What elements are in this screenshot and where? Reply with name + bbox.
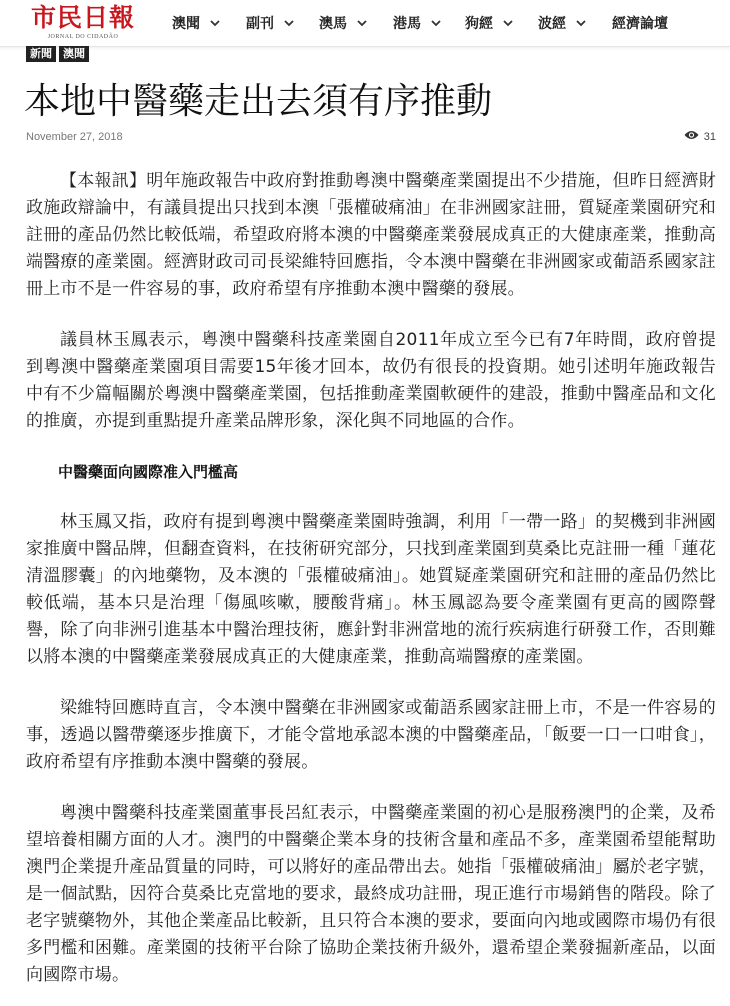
nav-item-hk-racing[interactable] <box>393 13 443 33</box>
top-navbar <box>0 0 730 47</box>
nav-label: 副刊 <box>246 16 274 32</box>
nav-item-macau-news[interactable] <box>172 13 222 33</box>
chevron-down-icon <box>429 16 443 30</box>
nav-item-macau-racing[interactable] <box>319 13 369 33</box>
article-paragraph: 林玉鳳又指，政府有提到粵澳中醫藥產業園時強調，利用「一帶一路」的契機到非洲國家推廣中醫品牌，但翻查資料，在技術研究部分，只找到產業園到莫桑比克註冊一種「蓮花清溫膠囊」的內地藥物，及本澳的「張權破痛油」。她質疑產業園研究和註冊的產品仍然比較低端，基本只是治理「傷風咳嗽，腰酸背痛」。林玉鳳認為要令產業園有更高的國際聲譽，除了向非洲引進基本中醫治理技術，應針對非洲當地的流行疾病進行研發工作，否則難以將本澳的中醫藥產業發展成真正的大健康產業，推動高端醫療的產業園。 <box>26 512 716 667</box>
article-paragraph: 議員林玉鳳表示，粵澳中醫藥科技產業園自2011年成立至今已有7年時間，政府曾提到粵澳中醫藥產業園項目需要15年後才回本，故仍有很長的投資期。她引述明年施政報告中有不少篇幅關於粵澳中醫藥產業園，包括推動產業園軟硬件的建設，推動中醫產品和文化的推廣，亦提到重點提升產業品牌形象，深化與不同地區的合作。 <box>26 330 716 431</box>
chevron-down-icon <box>282 16 296 30</box>
nav-label: 澳馬 <box>319 16 347 32</box>
logo-subtitle: JORNAL DO CIDADÃO <box>47 34 119 40</box>
article-date: November 27, 2018 <box>26 131 123 143</box>
article-paragraph: 梁維特回應時直言，令本澳中醫藥在非洲國家或葡語系國家註冊上市，不是一件容易的事，透過以醫帶藥逐步推廣下，才能令當地承認本澳的中醫藥產品，「飯要一口一口咁食」，政府希望有序推動本澳中醫藥的發展。 <box>26 698 716 772</box>
article-paragraph: 【本報訊】明年施政報告中政府對推動粵澳中醫藥產業園提出不少措施，但昨日經濟財政施政辯論中，有議員提出只找到本澳「張權破痛油」在非洲國家註冊，質疑產業園研究和註冊的產品仍然比較低端，希望政府將本澳的中醫藥產業發展成真正的大健康產業，推動高端醫療的產業園。經濟財政司司長梁維特回應指，令本澳中醫藥在非洲國家或葡語系國家註冊上市不是一件容易的事，政府希望有序推動本澳中醫藥的發展。 <box>26 171 716 299</box>
site-logo[interactable] <box>30 3 136 43</box>
view-count <box>684 130 716 143</box>
chevron-down-icon <box>355 16 369 30</box>
article-body <box>26 168 716 989</box>
nav-label: 波經 <box>538 16 566 32</box>
nav-item-football[interactable] <box>538 13 588 33</box>
nav-label: 港馬 <box>393 16 421 32</box>
category-tags <box>26 46 89 62</box>
nav-item-economy-forum[interactable] <box>612 13 668 33</box>
chevron-down-icon <box>574 16 588 30</box>
nav-label: 經濟論壇 <box>612 16 668 32</box>
category-tag-news[interactable]: 新聞 <box>26 46 56 62</box>
view-count-value: 31 <box>703 130 716 143</box>
article-subheading: 中醫藥面向國際准入門檻高 <box>58 463 239 481</box>
nav-item-supplement[interactable] <box>246 13 296 33</box>
chevron-down-icon <box>501 16 515 30</box>
nav-item-greyhound[interactable] <box>465 13 515 33</box>
eye-icon <box>684 130 704 143</box>
article-paragraph: 粵澳中醫藥科技產業園董事長呂紅表示，中醫藥產業園的初心是服務澳門的企業，及希望培養相關方面的人才。澳門的中醫藥企業本身的技術含量和產品不多，產業園希望能幫助澳門企業提升產品質量的同時，可以將好的產品帶出去。她指「張權破痛油」屬於老字號，是一個試點，因符合莫桑比克當地的要求，最終成功註冊，現正進行市場銷售的階段。除了老字號藥物外，其他企業產品比較新，且只符合本澳的要求，要面向內地或國際市場仍有很多門檻和困難。產業園的技術平台除了協助企業技術升級外，還希望企業發掘新產品，以面向國際市場。 <box>26 803 716 985</box>
logo-title: 市民日報 <box>30 3 135 32</box>
category-tag-macau[interactable]: 澳聞 <box>59 46 89 62</box>
article-title: 本地中醫藥走出去須有序推動 <box>24 81 493 122</box>
nav-label: 澳聞 <box>172 16 200 32</box>
chevron-down-icon <box>208 16 222 30</box>
nav-label: 狗經 <box>465 16 493 32</box>
